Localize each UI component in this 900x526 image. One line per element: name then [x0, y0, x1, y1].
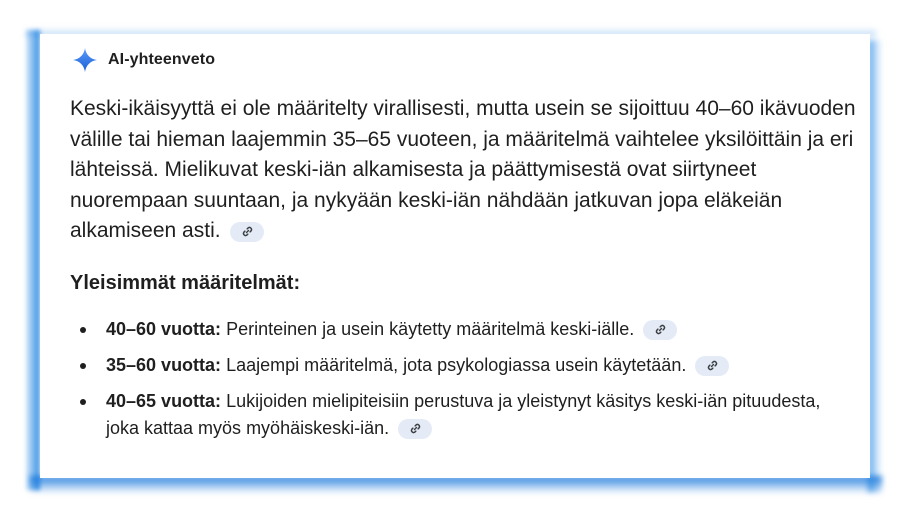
summary-text: Keski-ikäisyyttä ei ole määritelty virallisesti, mutta usein se sijoittuu 40–60 ikävuoden välille tai hieman laajemmin 35–65 vuoteen, ja määritelmä vaihtelee yksilöittäin ja eri lähteissä. Mielikuvat keski-iän alkamisesta ja päättymisestä ovat siirtyneet nuorempaan suuntaan, ja nykyään keski-iän nähdään jatkuvan jopa eläkeiän alkamiseen asti.: [70, 97, 856, 242]
definition-term: 40–60 vuotta:: [106, 319, 222, 339]
bullet-point: [80, 327, 86, 333]
frame-shadow-right: [868, 40, 882, 492]
citation-link-chip[interactable]: [643, 320, 677, 340]
sparkle-icon: [72, 47, 98, 73]
list-item: [70, 388, 850, 442]
citation-link-chip[interactable]: [230, 222, 264, 242]
definition-term: 35–60 vuotta:: [106, 355, 222, 375]
link-icon: [706, 359, 719, 372]
link-icon: [241, 225, 254, 238]
list-item: [70, 316, 850, 343]
summary-paragraph: [70, 94, 866, 247]
link-icon: [409, 422, 422, 435]
citation-link-chip[interactable]: [398, 419, 432, 439]
ai-overview-title: AI-yhteenveto: [108, 51, 216, 68]
definition-text: Lukijoiden mielipiteisiin perustuva ja yleistynyt käsitys keski-iän pituudesta, joka kattaa myös myöhäiskeski-iän.: [106, 391, 821, 438]
citation-link-chip[interactable]: [695, 356, 729, 376]
definition-term: 40–65 vuotta:: [106, 391, 222, 411]
definitions-list: [70, 316, 850, 451]
frame-shadow-left: [26, 30, 40, 490]
frame-shadow-bottom: [30, 476, 882, 494]
bullet-point: [80, 363, 86, 369]
ai-overview-card: [40, 34, 870, 478]
definitions-heading: Yleisimmät määritelmät:: [70, 272, 301, 294]
link-icon: [654, 323, 667, 336]
list-item: [70, 352, 850, 379]
definition-text: Laajempi määritelmä, jota psykologiassa usein käytetään.: [226, 355, 687, 375]
definition-text: Perinteinen ja usein käytetty määritelmä keski-iälle.: [226, 319, 635, 339]
bullet-point: [80, 399, 86, 405]
ai-overview-header: [72, 46, 215, 74]
